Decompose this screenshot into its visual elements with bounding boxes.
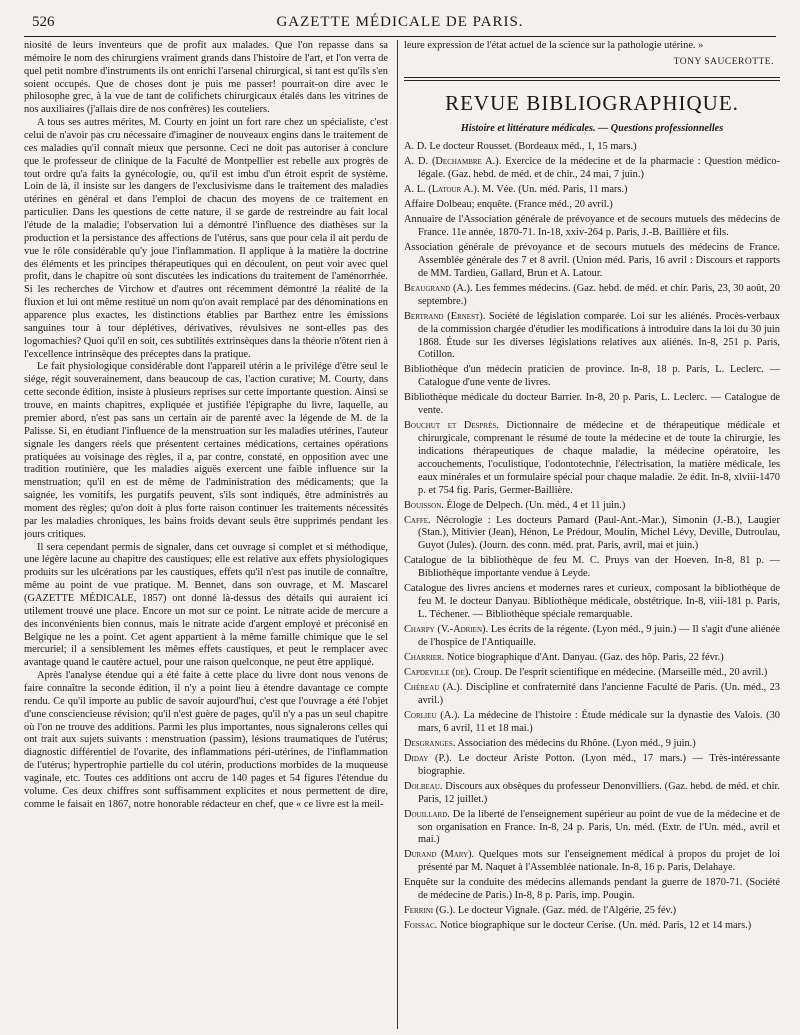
column-divider	[397, 40, 398, 1029]
entry-text: Notice biographique d'Ant. Danyau. (Gaz. des hôp. Paris, 22 févr.)	[444, 651, 724, 663]
bibliography-list	[404, 141, 780, 933]
bibliography-entry	[404, 583, 780, 622]
bibliography-entry	[404, 555, 780, 581]
journal-title: GAZETTE MÉDICALE DE PARIS.	[276, 14, 524, 30]
bibliography-entry	[404, 877, 780, 903]
bibliography-entry	[404, 781, 780, 807]
entry-text: Le docteur Rousset. (Bordeaux méd., 1, 15 mars.)	[426, 141, 637, 153]
entry-text: Affaire Dolbeau; enquête. (France méd., 20 avril.)	[404, 199, 613, 211]
bibliography-entry	[404, 920, 780, 933]
entry-author: Foissac.	[404, 920, 438, 932]
paragraph: Il sera cependant permis de signaler, dans cet ouvrage si complet et si méthodique, une légère lacune au chapitre des caustiques; elle est relative aux effets physiologiques produits sur les ulcérations par les caustiques, effets qu'il n'est pas inutile de connaître, même au point de vue pratique. M. Bennet, dans son ouvrage, et M. Mascarel (GAZETTE MÉDICALE, 1857) ont donné là-dessus des détails qui auraient ici utilement trouvé une place. Encore un mot sur ce point. Le nitrate acide de mercure a des inconvénients bien connus, mais le nitrate acide d'argent employé et préconisé en Belgique ne les a point. Cet agent appartient à la même famille chimique que le sel mercuriel; il a sensiblement les mêmes effets caustiques, et peut le remplacer avec avantage quand le cautère actuel, pour une raison quelconque, ne peut être appliqué.	[24, 541, 388, 669]
entry-text: Les femmes médecins. (Gaz. hebd. de méd. et chir. Paris, 23, 30 août, 20 septembre.)	[418, 282, 780, 307]
entry-text: Discours aux obsèques du professeur Denonvilliers. (Gaz. hebd. de méd. et chir. Paris, 12 juillet.)	[418, 780, 780, 805]
entry-text: Société de législation comparée. Loi sur les aliénés. Procès-verbaux de la commission chargée d'étudier les modifications à introduire dans la loi du 30 juin 1868. Étude sur les diverses législations relatives aux aliénés. In-8, 251 p. Paris, Cotillon.	[418, 310, 780, 361]
entry-text: Exercice de la médecine et de la pharmacie : Question médico-légale. (Gaz. hebd. de méd. et de chir., 24 mai, 7 juin.)	[418, 156, 780, 181]
bibliography-entry	[404, 710, 780, 736]
bibliography-entry	[404, 141, 780, 154]
paragraph: Le fait physiologique considérable dont l'appareil utérin a le privilége d'être seul le siége, régit souverainement, dans beaucoup de cas, l'action curative; M. Courty, dans cette seconde édition, insiste à plusieurs reprises sur cette importante question. Ainsi se trouve, en maints chapitres, expliquée et justifiée l'épigraphe du livre, laquelle, au premier abord, n'est pas sans un certain air de parenté avec la légende de M. de la Palisse. Si, en étudiant l'influence de la menstruation sur les maladies utérines, l'auteur signale les dangers réels que présentent certaines médications, certaines opérations pratiquées au voisinage des règles, il a, par contre, constaté, en opposition avec une tradition routinière, que les maladies aiguës exercent une faible influence sur la menstruation; qu'il en est de même de l'administration des médicaments; que la saignée, les vomitifs, les purgatifs peuvent, s'ils sont indiqués, être administrés au moment des règles; qu'on doit à plus forte raison continuer les traitements nécessités par les maladies chroniques, les bains froids devant seuls être supprimés pendant les jours critiques.	[24, 361, 388, 540]
continued-paragraph: leure expression de l'état actuel de la science sur la pathologie utérine. »	[404, 40, 704, 51]
bibliography-entry	[404, 392, 780, 418]
entry-text: La médecine de l'histoire : Étude médicale sur la dynastie des Valois. (30 mars, 6 avril, 11 et 18 mai.)	[418, 709, 780, 734]
entry-text: Discipline et confraternité dans l'ancienne Faculté de Paris. (Un. méd., 23 avril.)	[418, 682, 780, 706]
bibliography-entry	[404, 420, 780, 497]
bibliography-entry	[404, 849, 780, 875]
bibliography-entry	[404, 156, 780, 182]
entry-text: Dictionnaire de médecine et de thérapeutique médicale et chirurgicale, comprenant le résumé de toute la médecine et de toute la chirurgie, les indications thérapeutiques de chaque maladie, la médecine opératoire, les accouchements, l'oculistique, l'odontotechnie, l'électrisation, la matière médicale, les eaux minérales et un formulaire spécial pour chaque maladie. 2e édit. In-8, xlviii-1470 p. et 754 fig. Paris, Germer-Baillière.	[418, 420, 780, 496]
entry-author: Charpy (V.-Adrien).	[404, 624, 489, 636]
entry-author: Bouchut et Desprès.	[404, 420, 499, 432]
bibliography-entry	[404, 364, 780, 390]
entry-author: Dolbeau.	[404, 780, 443, 792]
entry-author: Capdeville (de).	[404, 667, 471, 678]
entry-author: Chéreau (A.).	[404, 682, 463, 694]
page-number: 526	[32, 14, 55, 30]
bibliography-entry	[404, 311, 780, 362]
bibliography-entry	[404, 624, 780, 650]
bibliography-entry	[404, 809, 780, 848]
bibliography-entry	[404, 753, 780, 779]
author-signature: TONY SAUCEROTTE.	[673, 56, 774, 67]
section-divider	[404, 77, 780, 81]
entry-author: Durand (Mary).	[404, 849, 475, 861]
entry-text: Nécrologie : Les docteurs Pamard (Paul-Ant.-Mar.), Simonin (J.-B.), Laugier (Stan.), Mitivier (Jean), Hénon, Le Prédour, Moulin, Michel Lévy, Deville, Dutroulau, Guyot (Jules). (Journ. des conn. méd. prat. Paris, avril, mai et juin.)	[418, 514, 780, 552]
entry-text: Association générale de prévoyance et de secours mutuels des médecins de France. Assemblée générale des 7 et 8 avril. (Union méd. Paris, 16 avril : Discours et rapports de MM. Tardieu, Gallard, Brun et A. Latour.	[404, 242, 780, 279]
entry-author: Bertrand (Ernest).	[404, 310, 486, 322]
right-column	[404, 40, 780, 1030]
bibliography-entry	[404, 184, 780, 197]
bibliography-entry	[404, 199, 780, 212]
left-column	[24, 40, 388, 1030]
bibliography-entry	[404, 738, 780, 751]
entry-text: Notice biographique sur le docteur Cerise. (Un. méd. Paris, 12 et 14 mars.)	[437, 920, 752, 932]
entry-author: A. D.	[404, 141, 427, 153]
entry-text: Annuaire de l'Association générale de prévoyance et de secours mutuels des médecins de France. 11e année, 1870-71. In-18, xxiv-264 p. Paris, J.-B. Baillière et fils.	[404, 214, 780, 239]
entry-author: Ferrini (G.).	[404, 905, 456, 917]
entry-text: Enquête sur la conduite des médecins allemands pendant la guerre de 1870-71. (Société de médecine de Paris.) In-8, 8 p. Paris, imp. Pougin.	[404, 877, 780, 902]
entry-text: Catalogue des livres anciens et modernes rares et curieux, composant la bibliothèque de feu M. le docteur Danyau. Bibliothèque médicale, obstétrique. In-8, viii-181 p. Paris, L. Téchener. — Bibliothèque spéciale remarquable.	[404, 583, 780, 620]
bibliography-entry	[404, 242, 780, 281]
entry-author: Diday (P.).	[404, 752, 452, 764]
entry-text: Éloge de Delpech. (Un. méd., 4 et 11 juin.)	[443, 499, 626, 511]
entry-text: M. Vée. (Un. méd. Paris, 11 mars.)	[479, 184, 628, 196]
bibliography-entry	[404, 283, 780, 309]
entry-author: Corlieu (A.).	[404, 709, 460, 721]
entry-text: Association des médecins du Rhône. (Lyon méd., 9 juin.)	[455, 737, 696, 749]
paragraph: niosité de leurs inventeurs que de profit aux malades. Que l'on repasse dans sa mémoire le nom des chirurgiens vraiment grands dans l'histoire de l'art, et l'on verra de quel petit nombre d'instruments ils ont enrichi l'arsenal chirurgical, si tant est qu'ils s'en soient occupés. Que de choses dont je puis me passer! pourrait-on dire avec le philosophe grec, à la vue de tant de colifichets chirurgicaux étalés dans les vitrines de nos auxiliaires (j'allais dire de nos confrères) les couteliers.	[24, 40, 388, 116]
bibliography-entry	[404, 667, 780, 680]
section-title: REVUE BIBLIOGRAPHIQUE.	[445, 90, 739, 115]
bibliography-entry	[404, 905, 780, 918]
entry-text: Le docteur Ariste Potton. (Lyon méd., 17 mars.) — Très-intéressante biographie.	[418, 752, 780, 777]
entry-author: A. D. (Dechambre A.).	[404, 156, 502, 168]
bibliography-entry	[404, 214, 780, 240]
bibliography-entry	[404, 652, 780, 665]
bibliography-entry	[404, 500, 780, 513]
entry-text: Quelques mots sur l'enseignement médical à propos du projet de loi présenté par M. Naquet à l'Assemblée nationale. In-8, 16 p. Paris, Delahaye.	[418, 849, 780, 874]
bibliography-entry	[404, 682, 780, 708]
entry-text: Le docteur Vignale. (Gaz. méd. de l'Algérie, 25 fév.)	[455, 905, 677, 917]
bibliography-entry	[404, 515, 780, 554]
running-header	[24, 12, 776, 37]
entry-author: Beaugrand (A.).	[404, 282, 473, 294]
entry-text: Les écrits de la régente. (Lyon méd., 9 juin.) — Il s'agit d'une aliénée de l'hospice de l'Antiquaille.	[418, 624, 780, 648]
entry-author: Caffe.	[404, 514, 431, 526]
entry-author: A. L. (Latour A.).	[404, 184, 480, 196]
entry-text: Bibliothèque d'un médecin praticien de province. In-8, 18 p. Paris, L. Leclerc. — Catalogue d'une vente de livres.	[404, 364, 780, 389]
entry-author: Douillard.	[404, 808, 450, 820]
paragraph: Après l'analyse étendue qui a été faite à cette place du livre dont nous venons de faire connaître la seconde édition, il n'y a point lieu à étendre davantage ce compte rendu. Ce qu'il importe au public de savoir aujourd'hui, c'est que l'ouvrage a été l'objet d'une consciencieuse révision; qu'il n'est guère de pages, qu'il n'y a pas un seul chapitre où l'on ne trouve des additions. Parmi les plus importantes, nous signalerons celles qui ont trait aux sujets suivants : menstruation (passim), lésions traumatiques de l'utérus; diagnostic différentiel de l'ovarite, des inflammations péri-utérines, de l'inflammation de l'utérus; hypertrophie partielle du col utérin, productions morbides de la muqueuse vaginale, etc. Toutes ces additions ont accru de 140 pages et 54 figures l'étendue du volume. Ces deux chiffres sont suffisamment explicites et nous permettent de dire, comme le faisait en 1867, notre honorable rédacteur en chef, que « ce livre est la meil-	[24, 670, 388, 810]
entry-text: Bibliothèque médicale du docteur Barrier. In-8, 20 p. Paris, L. Leclerc. — Catalogue de vente.	[404, 392, 780, 417]
entry-author: Charrier.	[404, 651, 445, 663]
entry-text: De la liberté de l'enseignement supérieur au point de vue de la médecine et de son organisation en France. In-8, 24 p. Paris, Un. méd. (Extr. de l'Un. méd., avril et mai.)	[418, 808, 780, 846]
paragraph: A tous ses autres mérites, M. Courty en joint un fort rare chez un spécialiste, c'est celui de n'avoir pas cru nécessaire d'imaginer de nouveaux engins dans le traitement de ces maladies qu'il connaît mieux que personne. Ceci ne doit pas autoriser à conclure que le professeur de clinique de la Faculté de Montpellier est rebelle aux progrès de tout ordre qu'a faits la gynécologie, ou, qu'il est imbu d'un étroit esprit de système. Loin de là, il insiste sur les dangers de l'exclusivisme dans le traitement des maladies utérines en général et dans l'emploi de chacun des moyens de ce traitement en particulier. Dans les questions de cette nature, il se garde de restreindre au fait local l'étude de la maladie; l'observation lui a démontré l'influence des diathèses sur la production et la persistance des affections de l'utérus, sans que pour cela il ait perdu de vue le rôle considérable qu'y joue l'inflammation. Il applique à la matière la doctrine des éléments et les principes thérapeutiques qui en découlent, on peut voir avec quel profit, dans le chapitre où sont discutées les indications du traitement de l'aménorrhée. Si les recherches de Virchow et d'autres ont récemment démontré la réalité de la fluxion et lui ont même restitué un nom qu'on avait remplacé par des dénominations en apparence plus exactes, les distinctions établies par Barthez entre les émissions sanguines tour à tour déplétives, dérivatives, révulsives ne sont-elles pas des logomachies? Quoi qu'il en soit, ces subtilités extrinsèques dans la théorie n'ôtent rien à l'excellence intrinsèque des préceptes dans la pratique.	[24, 117, 388, 360]
entry-author: Desgranges.	[404, 737, 456, 749]
entry-author: Bouisson.	[404, 499, 444, 511]
section-subtitle: Histoire et littérature médicales. — Questions professionnelles	[460, 122, 724, 134]
entry-text: Catalogue de la bibliothèque de feu M. C. Pruys van der Hoeven. In-8, 81 p. — Bibliothèque importante vendue à Leyde.	[404, 555, 780, 580]
entry-text: Croup. De l'esprit scientifique en médecine. (Marseille méd., 20 avril.)	[470, 667, 768, 678]
